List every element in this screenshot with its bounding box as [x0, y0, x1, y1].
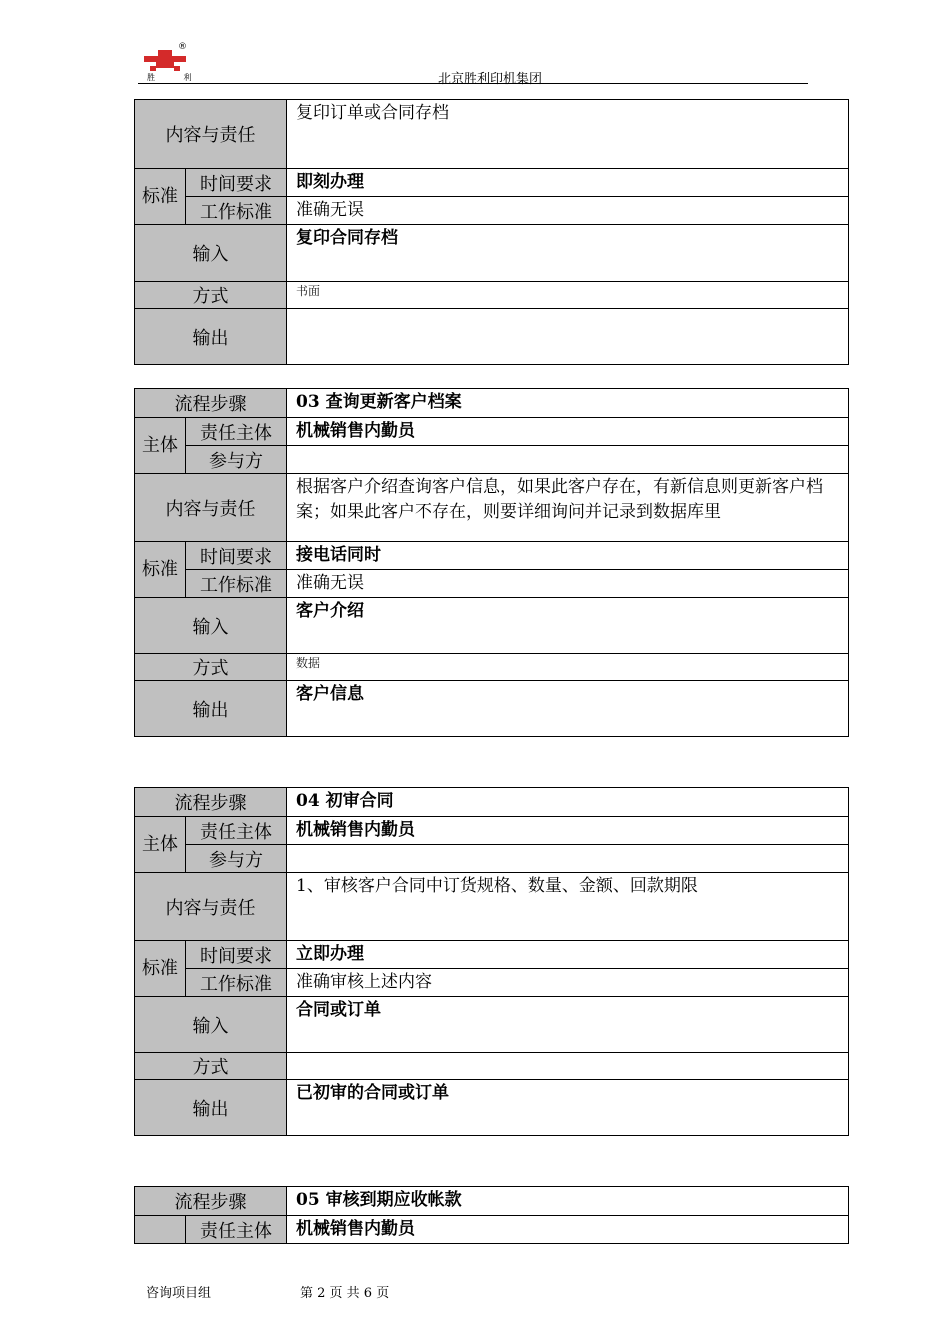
footer-page-number: 第 2 页 共 6 页: [300, 1286, 390, 1301]
logo-text: 胜 利: [147, 73, 205, 82]
standard-label: 标准: [135, 941, 186, 997]
work-standard-label: 工作标准: [186, 197, 287, 225]
content-label: 内容与责任: [135, 873, 287, 941]
party-value: [287, 446, 849, 474]
owner-value: 机械销售内勤员: [287, 1216, 849, 1244]
party-label: 参与方: [186, 446, 287, 474]
work-standard-value: 准确无误: [287, 570, 849, 598]
step-value: 05 审核到期应收帐款: [287, 1187, 849, 1216]
party-label: 参与方: [186, 845, 287, 873]
time-value: 立即办理: [287, 941, 849, 969]
method-value: 数据: [287, 654, 849, 681]
subject-label-cell: [135, 1216, 186, 1244]
time-value: 即刻办理: [287, 169, 849, 197]
content-label: 内容与责任: [135, 474, 287, 542]
input-label: 输入: [135, 225, 287, 282]
output-label: 输出: [135, 681, 287, 737]
output-label: 输出: [135, 309, 287, 365]
owner-label: 责任主体: [186, 1216, 287, 1244]
step-value: 03 查询更新客户档案: [287, 389, 849, 418]
process-table-04: [134, 787, 849, 1136]
standard-label: 标准: [135, 169, 186, 225]
time-label: 时间要求: [186, 542, 287, 570]
input-label: 输入: [135, 997, 287, 1053]
process-table-02-continued: [134, 99, 849, 365]
content-label: 内容与责任: [135, 100, 287, 169]
owner-value: 机械销售内勤员: [287, 418, 849, 446]
output-value: 客户信息: [287, 681, 849, 737]
method-value: 书面: [287, 282, 849, 309]
method-label: 方式: [135, 654, 287, 681]
content-value: 根据客户介绍查询客户信息，如果此客户存在，有新信息则更新客户档案；如果此客户不存在，则要详细询问并记录到数据库里: [287, 474, 849, 542]
step-label: 流程步骤: [135, 788, 287, 817]
input-value: 客户介绍: [287, 598, 849, 654]
subject-label: 主体: [135, 418, 186, 474]
party-value: [287, 845, 849, 873]
method-value: [287, 1053, 849, 1080]
header-divider: [138, 83, 808, 84]
owner-label: 责任主体: [186, 817, 287, 845]
method-label: 方式: [135, 282, 287, 309]
work-standard-label: 工作标准: [186, 570, 287, 598]
work-standard-value: 准确审核上述内容: [287, 969, 849, 997]
time-value: 接电话同时: [287, 542, 849, 570]
input-value: 合同或订单: [287, 997, 849, 1053]
work-standard-label: 工作标准: [186, 969, 287, 997]
page-header: [138, 44, 808, 86]
input-label: 输入: [135, 598, 287, 654]
input-value: 复印合同存档: [287, 225, 849, 282]
step-label: 流程步骤: [135, 1187, 287, 1216]
output-value: [287, 309, 849, 365]
process-table-05: [134, 1186, 849, 1244]
output-label: 输出: [135, 1080, 287, 1136]
standard-label: 标准: [135, 542, 186, 598]
method-label: 方式: [135, 1053, 287, 1080]
owner-label: 责任主体: [186, 418, 287, 446]
subject-label: 主体: [135, 817, 186, 873]
work-standard-value: 准确无误: [287, 197, 849, 225]
company-name: 北京胜利印机集团: [438, 72, 543, 87]
output-value: 已初审的合同或订单: [287, 1080, 849, 1136]
process-table-03: [134, 388, 849, 737]
step-label: 流程步骤: [135, 389, 287, 418]
footer-group: 咨询项目组: [146, 1286, 212, 1301]
step-value: 04 初审合同: [287, 788, 849, 817]
owner-value: 机械销售内勤员: [287, 817, 849, 845]
time-label: 时间要求: [186, 169, 287, 197]
registered-mark: ®: [178, 42, 187, 52]
content-value: 复印订单或合同存档: [287, 100, 849, 169]
time-label: 时间要求: [186, 941, 287, 969]
content-value: 1、审核客户合同中订货规格、数量、金额、回款期限: [287, 873, 849, 941]
